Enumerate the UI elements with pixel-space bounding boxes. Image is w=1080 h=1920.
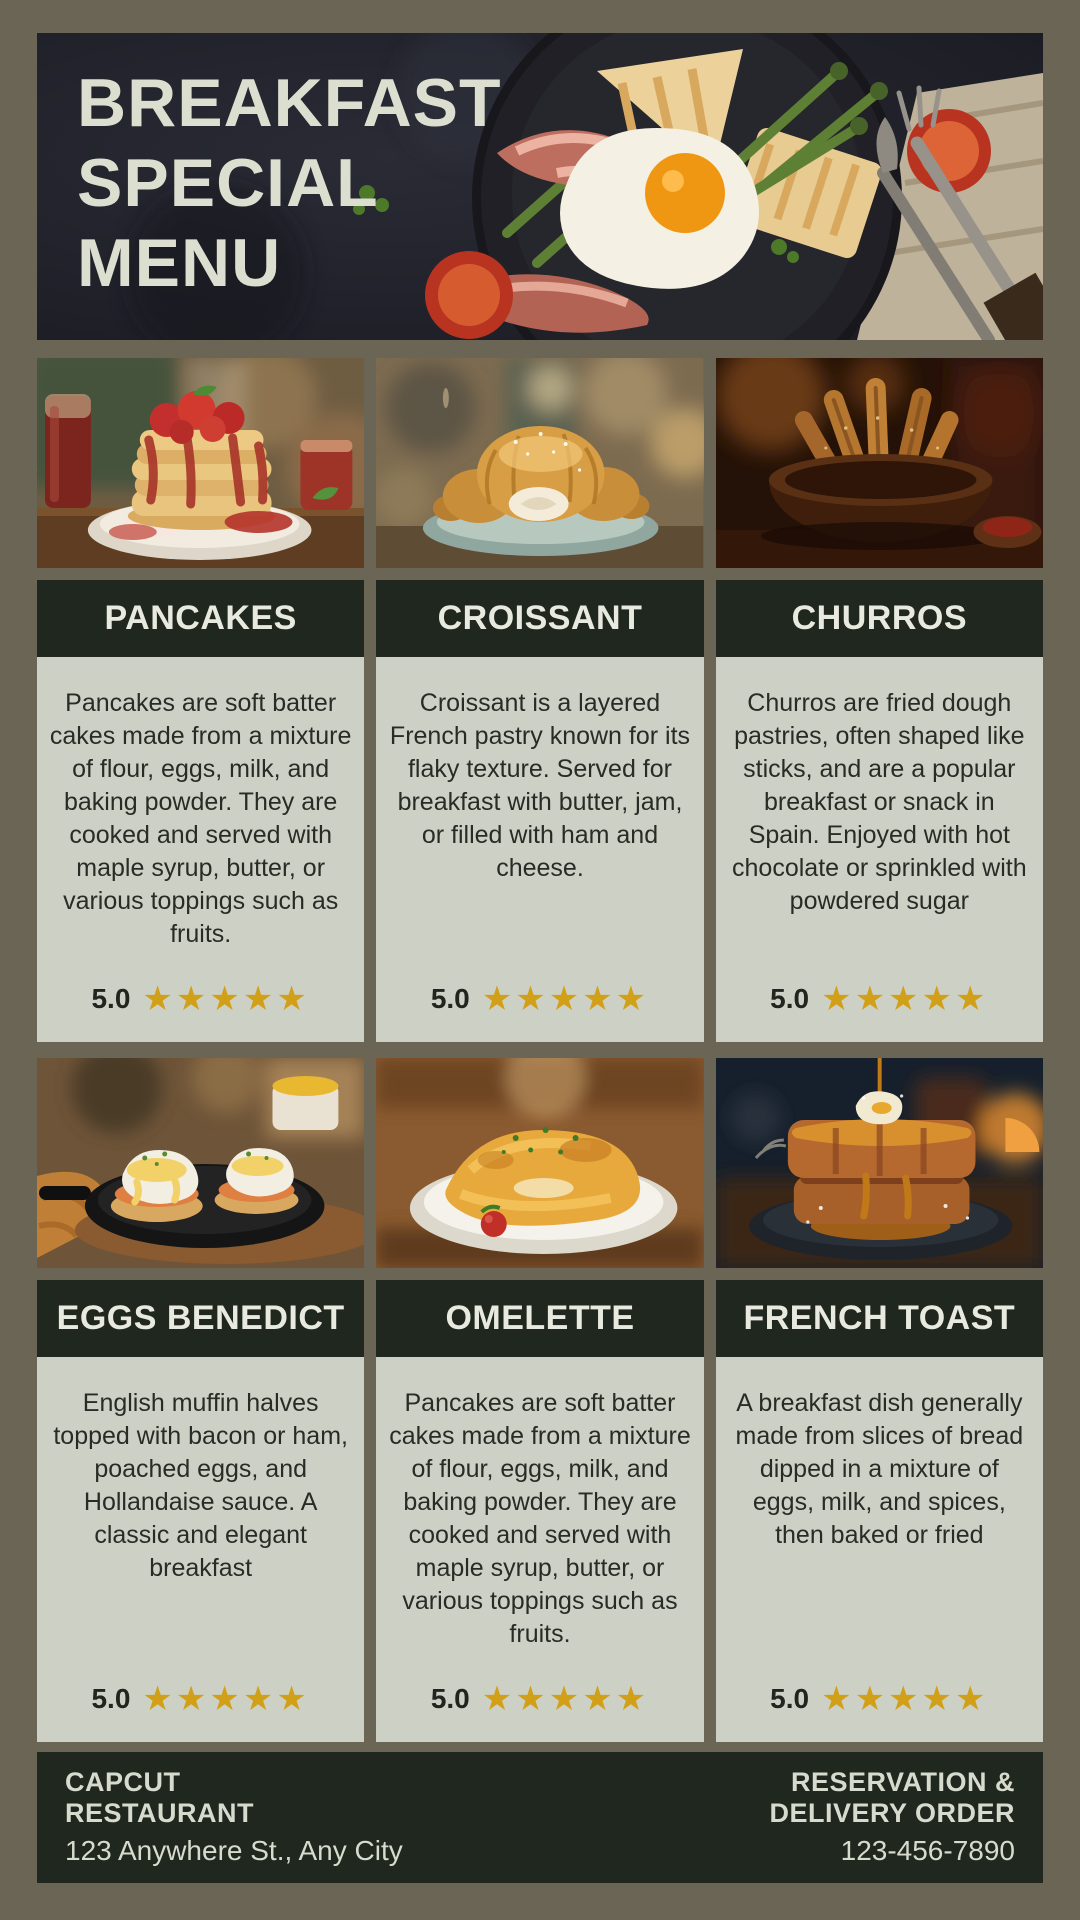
card-title-eggs-benedict xyxy=(37,1280,364,1357)
rating-value: 5.0 xyxy=(430,1683,470,1714)
card-description: English muffin halves topped with bacon or ham, poached eggs, and Hollandaise sauce. A classic and elegant breakfast xyxy=(53,1389,348,1582)
card-title-pancakes xyxy=(37,580,364,657)
star-icons: ★★★★★ xyxy=(142,980,310,1018)
address-text: 123 Anywhere St., Any City xyxy=(65,1834,403,1866)
rating-row xyxy=(770,982,988,1016)
page-title-line3: MENU xyxy=(77,225,282,301)
menu-card-french-toast xyxy=(716,1058,1043,1742)
card-body-eggs-benedict xyxy=(37,1357,364,1742)
card-title-label: OMELETTE xyxy=(445,1299,635,1337)
brand-name-line1: CAPCUT xyxy=(65,1766,181,1797)
churros-photo xyxy=(716,358,1043,568)
rating-row xyxy=(91,982,309,1016)
card-body-churros xyxy=(716,657,1043,1042)
page-title-line2: SPECIAL xyxy=(77,145,379,221)
omelette-photo xyxy=(376,1058,703,1268)
brand-name-line2: RESTAURANT xyxy=(65,1797,254,1828)
rating-value: 5.0 xyxy=(770,1683,810,1714)
eggs-benedict-photo xyxy=(37,1058,364,1268)
footer-brand-block xyxy=(65,1767,403,1869)
menu-card-croissant xyxy=(376,358,703,1042)
croissant-photo xyxy=(376,358,703,568)
card-description: A breakfast dish generally made from slices of bread dipped in a mixture of eggs, milk, and spices, then baked or fried xyxy=(735,1389,1024,1549)
card-description: Pancakes are soft batter cakes made from a mixture of flour, eggs, milk, and baking powder. They are cooked and served with maple syrup, butter, or various toppings such as fruits. xyxy=(389,1389,691,1648)
card-description: Churros are fried dough pastries, often shaped like sticks, and are a popular breakfast or snack in Spain. Enjoyed with hot chocolate or sprinkled with powdered sugar xyxy=(732,689,1027,915)
menu-card-pancakes xyxy=(37,358,364,1042)
star-icons: ★★★★★ xyxy=(481,980,650,1018)
star-icons: ★★★★★ xyxy=(142,1680,310,1718)
rating-row xyxy=(431,1682,649,1716)
reservation-line1: RESERVATION & xyxy=(790,1766,1015,1797)
card-title-label: FRENCH TOAST xyxy=(743,1299,1016,1337)
card-title-label: PANCAKES xyxy=(104,599,297,637)
header-banner xyxy=(37,33,1043,340)
star-icons: ★★★★★ xyxy=(821,980,989,1018)
card-title-churros xyxy=(716,580,1043,657)
footer-reservation-block xyxy=(769,1767,1015,1869)
card-title-label: CROISSANT xyxy=(437,599,643,637)
menu-card-churros xyxy=(716,358,1043,1042)
rating-value: 5.0 xyxy=(91,1683,131,1714)
card-title-french-toast xyxy=(716,1280,1043,1357)
pancakes-photo xyxy=(37,358,364,568)
card-description: Croissant is a layered French pastry known for its flaky texture. Served for breakfast with butter, jam, or filled with ham and cheese. xyxy=(389,689,691,882)
rating-value: 5.0 xyxy=(430,983,470,1014)
rating-row xyxy=(431,982,649,1016)
page-title xyxy=(77,63,502,303)
star-icons: ★★★★★ xyxy=(821,1680,989,1718)
rating-value: 5.0 xyxy=(91,983,131,1014)
phone-number: 123-456-7890 xyxy=(840,1834,1015,1866)
page-title-line1: BREAKFAST xyxy=(77,65,502,141)
footer-bar xyxy=(37,1752,1043,1883)
rating-row xyxy=(91,1682,309,1716)
card-title-omelette xyxy=(376,1280,703,1357)
card-body-french-toast xyxy=(716,1357,1043,1742)
rating-row xyxy=(770,1682,988,1716)
card-title-label: EGGS BENEDICT xyxy=(56,1299,345,1337)
card-body-croissant xyxy=(376,657,703,1042)
card-body-pancakes xyxy=(37,657,364,1042)
menu-grid xyxy=(37,358,1043,1742)
card-description: Pancakes are soft batter cakes made from a mixture of flour, eggs, milk, and baking powder. They are cooked and served with maple syrup, butter, or various toppings such as fruits. xyxy=(49,689,352,948)
card-title-label: CHURROS xyxy=(791,599,968,637)
star-icons: ★★★★★ xyxy=(481,1680,650,1718)
card-body-omelette xyxy=(376,1357,703,1742)
french-toast-photo xyxy=(716,1058,1043,1268)
rating-value: 5.0 xyxy=(770,983,810,1014)
card-title-croissant xyxy=(376,580,703,657)
menu-card-eggs-benedict xyxy=(37,1058,364,1742)
menu-card-omelette xyxy=(376,1058,703,1742)
reservation-line2: DELIVERY ORDER xyxy=(769,1797,1015,1828)
